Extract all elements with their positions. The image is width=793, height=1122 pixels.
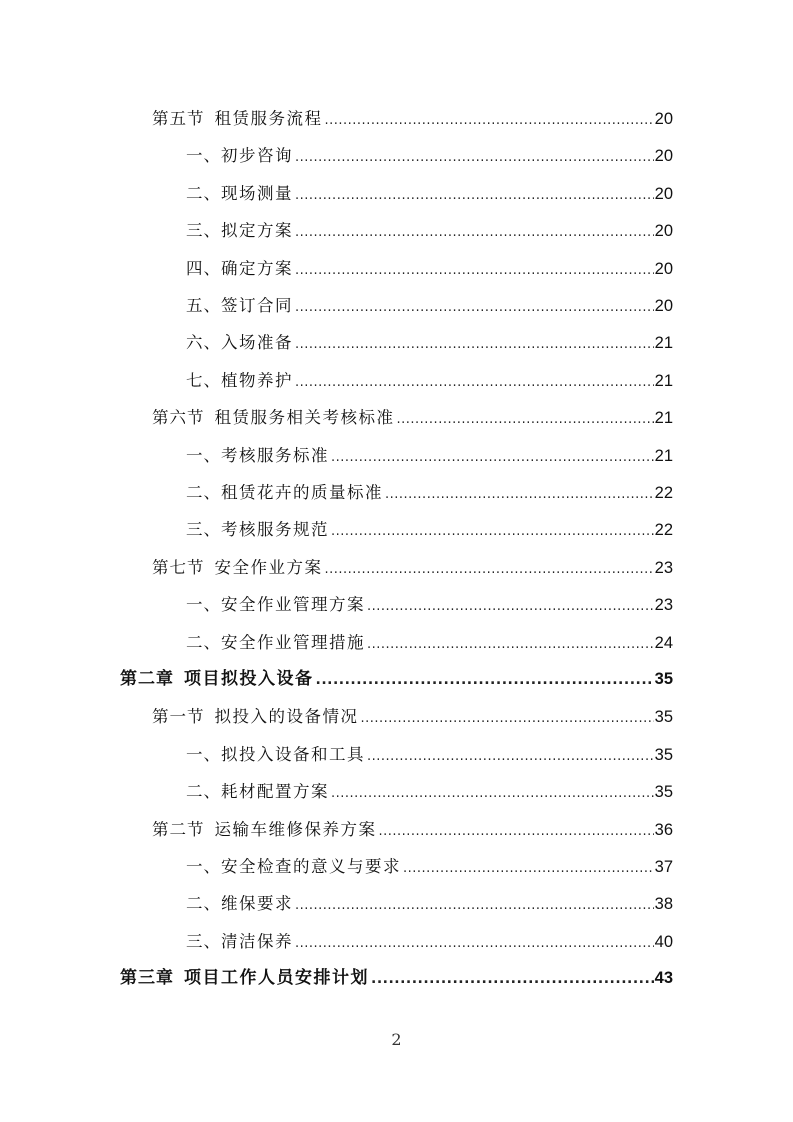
toc-entry-page: 22 xyxy=(654,484,673,502)
toc-entry-title: 租赁服务相关考核标准 xyxy=(214,408,395,428)
toc-entry[interactable] xyxy=(186,923,673,960)
toc-entry-number: 二、 xyxy=(186,894,221,914)
toc-entry[interactable] xyxy=(152,399,673,436)
toc-entry-number: 三、 xyxy=(186,221,221,241)
toc-entry[interactable] xyxy=(186,586,673,623)
toc-entry-page: 36 xyxy=(654,820,673,839)
toc-entry-title: 入场准备 xyxy=(221,333,293,353)
dot-leader xyxy=(403,848,654,887)
toc-entry-title: 耗材配置方案 xyxy=(221,782,329,802)
toc-entry-title: 初步咨询 xyxy=(221,146,293,166)
toc-entry-page: 20 xyxy=(654,297,673,315)
toc-entry-page: 35 xyxy=(654,708,673,727)
toc-entry[interactable] xyxy=(186,474,673,511)
dot-leader xyxy=(331,511,654,550)
dot-leader xyxy=(367,624,654,663)
dot-leader xyxy=(316,661,654,699)
toc-chapter-entry[interactable] xyxy=(120,661,673,698)
dot-leader xyxy=(295,287,654,326)
toc-entry-page: 21 xyxy=(654,371,673,390)
toc-entry[interactable] xyxy=(186,324,673,361)
dot-leader xyxy=(295,212,654,251)
toc-entry-number: 第三章 xyxy=(120,968,174,989)
toc-entry[interactable] xyxy=(152,811,673,848)
toc-entry[interactable] xyxy=(186,362,673,399)
toc-entry-page: 35 xyxy=(654,670,673,688)
dot-leader xyxy=(295,137,654,176)
toc-entry-number: 二、 xyxy=(186,632,221,652)
toc-entry-page: 23 xyxy=(654,558,673,577)
dot-leader xyxy=(385,474,654,513)
toc-entry-page: 20 xyxy=(654,259,673,278)
toc-entry-title: 项目工作人员安排计划 xyxy=(184,968,369,989)
toc-entry-title: 项目拟投入设备 xyxy=(184,669,314,689)
toc-entry[interactable] xyxy=(186,137,673,174)
toc-entry-title: 考核服务规范 xyxy=(221,520,329,540)
toc-entry-number: 六、 xyxy=(186,333,221,353)
toc-entry-title: 拟定方案 xyxy=(221,221,293,241)
toc-entry-number: 一、 xyxy=(186,146,221,166)
toc-entry-title: 运输车维修保养方案 xyxy=(214,819,377,839)
toc-entry-title: 签订合同 xyxy=(221,296,293,315)
toc-entry-page: 22 xyxy=(654,521,673,540)
toc-entry-page: 21 xyxy=(654,334,673,353)
toc-entry[interactable] xyxy=(186,287,673,324)
toc-entry-title: 拟投入的设备情况 xyxy=(214,707,359,727)
toc-entry-page: 20 xyxy=(654,110,673,128)
dot-leader xyxy=(367,736,654,775)
toc-entry[interactable] xyxy=(186,773,673,810)
toc-entry-page: 21 xyxy=(654,446,673,465)
toc-entry-number: 第五节 xyxy=(152,109,205,128)
dot-leader xyxy=(295,175,654,214)
toc-entry-number: 三、 xyxy=(186,931,221,951)
toc-entry-number: 第六节 xyxy=(152,408,205,428)
toc-entry[interactable] xyxy=(186,511,673,548)
toc-entry-number: 二、 xyxy=(186,782,221,802)
toc-entry-page: 23 xyxy=(654,596,673,615)
dot-leader xyxy=(361,698,654,737)
dot-leader xyxy=(331,773,654,812)
dot-leader xyxy=(379,811,654,850)
dot-leader xyxy=(295,362,654,401)
dot-leader xyxy=(325,100,654,139)
toc-entry-number: 第二章 xyxy=(120,669,174,689)
toc-entry[interactable] xyxy=(186,175,673,212)
toc-entry-number: 三、 xyxy=(186,520,221,540)
toc-entry-page: 40 xyxy=(654,932,673,951)
dot-leader xyxy=(295,885,654,924)
toc-entry-number: 第二节 xyxy=(152,819,205,839)
toc-entry-number: 二、 xyxy=(186,483,221,502)
toc-entry-page: 38 xyxy=(654,895,673,914)
dot-leader xyxy=(295,324,654,363)
toc-entry-page: 20 xyxy=(654,147,673,166)
page-number: 2 xyxy=(391,1030,402,1049)
toc-entry-page: 21 xyxy=(654,409,673,428)
toc-entry-title: 租赁服务流程 xyxy=(214,109,323,128)
toc-entry-number: 一、 xyxy=(186,857,221,876)
toc-entry-title: 安全作业管理措施 xyxy=(221,632,365,652)
toc-entry-page: 20 xyxy=(654,222,673,241)
toc-entry[interactable] xyxy=(186,437,673,474)
dot-leader xyxy=(397,399,654,438)
toc-entry-title: 现场测量 xyxy=(221,183,293,203)
toc-entry[interactable] xyxy=(152,698,673,735)
toc-entry-page: 35 xyxy=(654,745,673,764)
toc-entry-page: 20 xyxy=(654,184,673,203)
toc-entry[interactable] xyxy=(186,250,673,287)
toc-entry-title: 考核服务标准 xyxy=(221,445,329,465)
toc-entry-number: 五、 xyxy=(186,296,221,315)
toc-chapter-entry[interactable] xyxy=(120,960,673,997)
toc-entry-number: 一、 xyxy=(186,744,221,764)
toc-entry-title: 清洁保养 xyxy=(221,931,293,951)
toc-entry-number: 七、 xyxy=(186,370,221,390)
toc-entry-page: 37 xyxy=(654,858,673,876)
toc-entry[interactable] xyxy=(186,212,673,249)
toc-entry-title: 安全作业管理方案 xyxy=(221,595,365,615)
toc-entry[interactable] xyxy=(186,624,673,661)
toc-entry-title: 维保要求 xyxy=(221,894,293,914)
toc-entry[interactable] xyxy=(186,885,673,922)
toc-entry-title: 确定方案 xyxy=(221,258,293,278)
toc-entry-page: 24 xyxy=(654,633,673,652)
toc-entry-page: 43 xyxy=(654,969,673,988)
toc-entry-title: 租赁花卉的质量标准 xyxy=(221,483,383,502)
toc-entry-number: 四、 xyxy=(186,258,221,278)
toc-entry[interactable] xyxy=(152,100,673,137)
toc-entry[interactable] xyxy=(186,736,673,773)
toc-entry-number: 第七节 xyxy=(152,557,205,577)
toc-entry-number: 二、 xyxy=(186,183,221,203)
dot-leader xyxy=(331,437,654,476)
dot-leader xyxy=(371,960,654,998)
dot-leader xyxy=(325,549,654,588)
dot-leader xyxy=(295,250,654,289)
toc-entry-number: 一、 xyxy=(186,595,221,615)
toc-entry-page: 35 xyxy=(654,783,673,802)
toc-entry[interactable] xyxy=(152,549,673,586)
toc-entry-title: 安全检查的意义与要求 xyxy=(221,857,401,876)
toc-entry-number: 第一节 xyxy=(152,707,205,727)
dot-leader xyxy=(367,586,654,625)
toc-entry-number: 一、 xyxy=(186,445,221,465)
toc-entry-title: 安全作业方案 xyxy=(214,557,323,577)
dot-leader xyxy=(295,923,654,962)
toc-entry-title: 植物养护 xyxy=(221,370,293,390)
toc-entry[interactable] xyxy=(186,848,673,885)
toc-entry-title: 拟投入设备和工具 xyxy=(221,744,365,764)
